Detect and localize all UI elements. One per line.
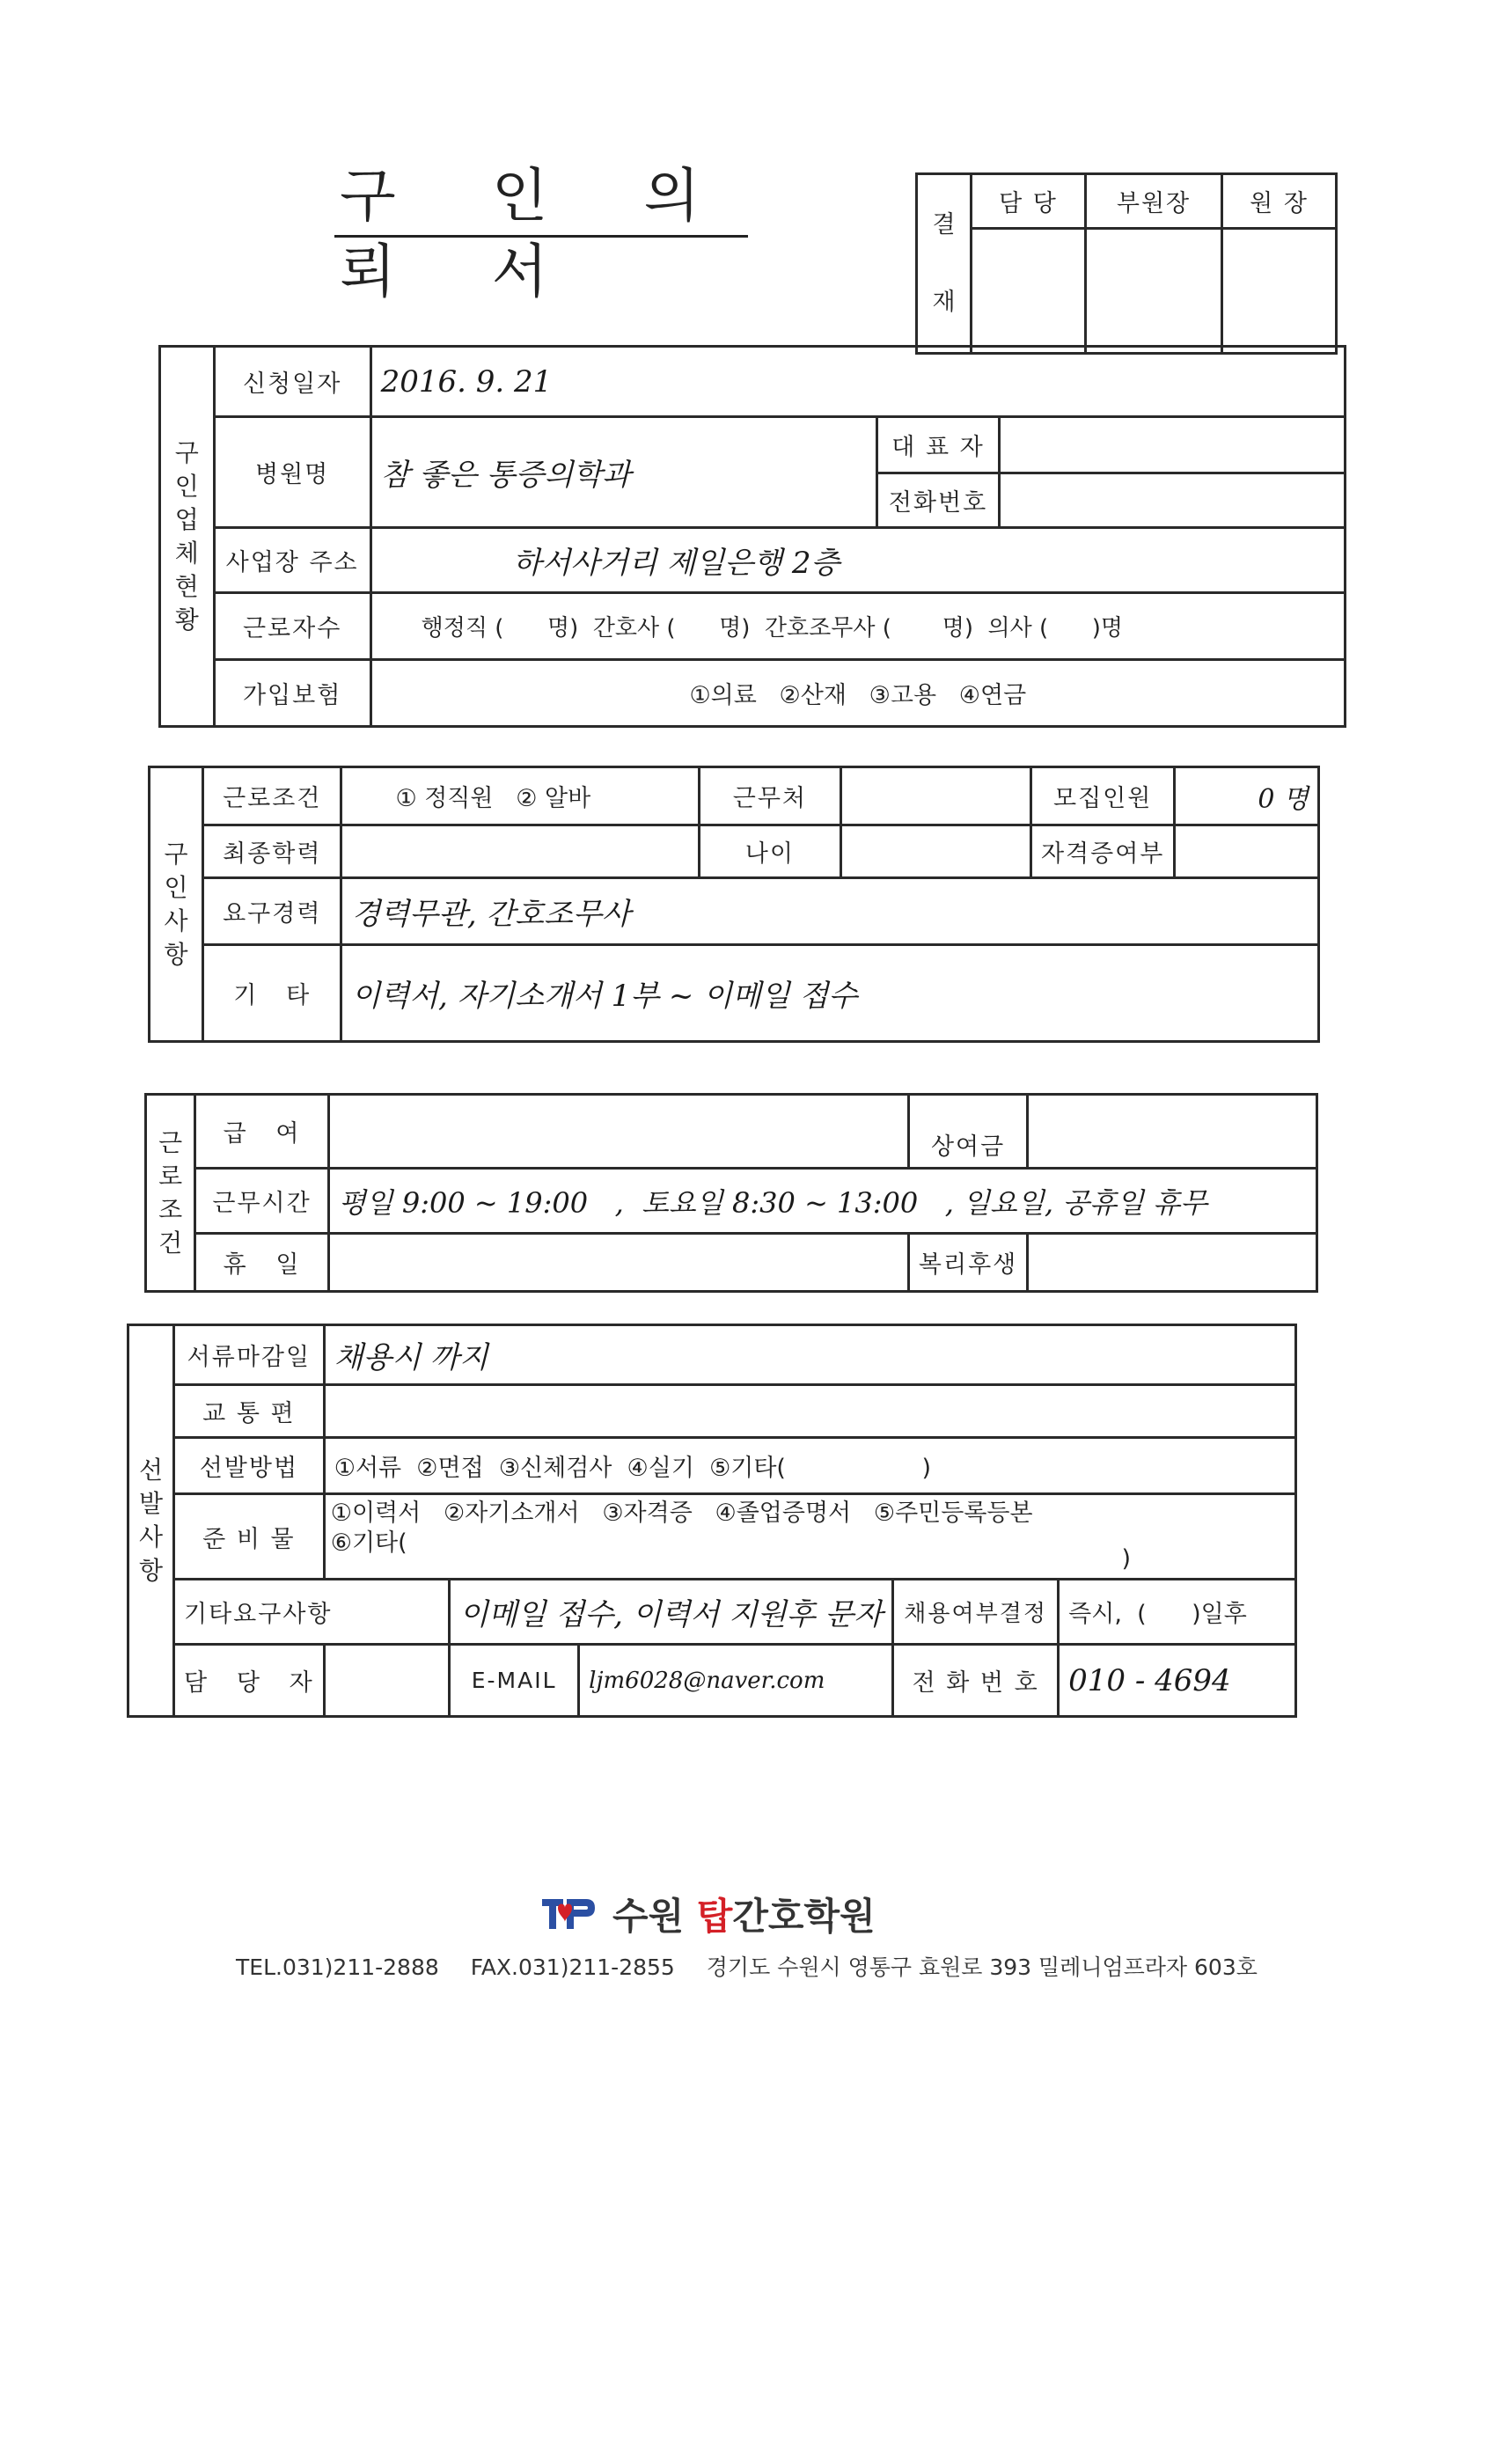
career-label: 요구경력	[203, 878, 341, 945]
email-value[interactable]: ljm6028@naver.com	[579, 1645, 893, 1717]
document-title: 구 인 의 뢰 서	[334, 158, 748, 238]
footer-fax: FAX.031)211-2855	[470, 1954, 675, 1980]
welfare-value[interactable]	[1028, 1234, 1317, 1292]
docs-line-3: )	[1121, 1545, 1131, 1573]
logo-text-top: 탑	[696, 1895, 733, 1938]
deadline-value[interactable]: 채용시 까지	[324, 1325, 1295, 1385]
etc-value[interactable]: 이력서, 자기소개서 1부 ~ 이메일 접수	[341, 945, 1319, 1042]
tel-label: 전 화 번 호	[893, 1645, 1059, 1717]
other-value[interactable]: 이메일 접수, 이력서 지원후 문자	[450, 1580, 893, 1645]
docs-line-1: ①이력서 ②자기소개서 ③자격증 ④졸업증명서 ⑤주민등록등본	[330, 1500, 1033, 1527]
transport-label: 교 통 편	[174, 1385, 325, 1438]
education-value[interactable]	[341, 825, 700, 878]
address-label: 사업장 주소	[214, 528, 370, 593]
holiday-label: 휴 일	[195, 1234, 329, 1292]
condition-value[interactable]: ① 정직원 ② 알바	[341, 767, 700, 825]
phone-label: 전화번호	[876, 473, 1000, 528]
docs-value[interactable]	[324, 1494, 1295, 1580]
approval-sign-vice-director[interactable]	[1085, 229, 1221, 354]
bonus-value[interactable]	[1028, 1095, 1317, 1169]
other-label: 기타요구사항	[174, 1580, 450, 1645]
tel-value[interactable]: 010 - 4694	[1059, 1645, 1296, 1717]
cert-value[interactable]	[1175, 825, 1319, 878]
hire-label: 채용여부결정	[893, 1580, 1059, 1645]
hospital-label: 병원명	[214, 417, 370, 528]
approval-sign-manager[interactable]	[972, 229, 1086, 354]
deadline-label: 서류마감일	[174, 1325, 325, 1385]
docs-label: 준 비 물	[174, 1494, 325, 1580]
hours-label: 근무시간	[195, 1169, 329, 1234]
age-value[interactable]	[840, 825, 1030, 878]
age-label: 나이	[700, 825, 840, 878]
approval-box	[915, 172, 1338, 355]
footer-address: 경기도 수원시 영통구 효원로 393 밀레니엄프라자 603호	[706, 1954, 1258, 1980]
recruit-label: 모집인원	[1030, 767, 1174, 825]
work-side-label: 근 로 조 건	[146, 1095, 195, 1292]
workers-value[interactable]: 행정직 ( 명) 간호사 ( 명) 간호조무사 ( 명) 의사 ( )명	[370, 593, 1345, 660]
salary-value[interactable]	[328, 1095, 908, 1169]
phone-value[interactable]	[1000, 473, 1346, 528]
company-side-label: 구 인 업 체 현 황	[160, 347, 215, 727]
etc-label: 기 타	[203, 945, 341, 1042]
logo-text-academy: 간호학원	[732, 1895, 876, 1938]
ceo-label: 대 표 자	[876, 417, 1000, 473]
workers-label: 근로자수	[214, 593, 370, 660]
logo-text-city: 수원	[612, 1895, 697, 1938]
footer-tel: TEL.031)211-2888	[236, 1954, 439, 1980]
hospital-value[interactable]: 참 좋은 통증의학과	[370, 417, 876, 528]
approval-col-manager: 담 당	[972, 174, 1086, 229]
bonus-label: 상여금	[908, 1095, 1027, 1169]
job-side-label: 구 인 사 항	[150, 767, 203, 1042]
selection-section	[127, 1324, 1297, 1718]
transport-value[interactable]	[324, 1385, 1295, 1438]
hours-value[interactable]: 평일 9:00 ~ 19:00 , 토요일 8:30 ~ 13:00 , 일요일, 공휴일 휴무	[328, 1169, 1316, 1234]
apply-date-value[interactable]: 2016. 9. 21	[370, 347, 1345, 417]
ceo-value[interactable]	[1000, 417, 1346, 473]
recruit-value[interactable]: 0 명	[1175, 767, 1319, 825]
welfare-label: 복리후생	[908, 1234, 1027, 1292]
approval-col-vice-director: 부원장	[1085, 174, 1221, 229]
holiday-value[interactable]	[328, 1234, 908, 1292]
docs-line-2: ⑥기타(	[330, 1529, 407, 1557]
apply-date-label: 신청일자	[214, 347, 370, 417]
manager-label: 담 당 자	[174, 1645, 325, 1717]
academy-logo	[537, 1883, 994, 1945]
insurance-value[interactable]: ①의료 ②산재 ③고용 ④연금	[370, 660, 1345, 727]
career-value[interactable]: 경력무관, 간호조무사	[341, 878, 1319, 945]
hire-value[interactable]: 즉시, ( )일후	[1059, 1580, 1296, 1645]
job-section	[148, 766, 1320, 1043]
insurance-label: 가입보험	[214, 660, 370, 727]
workplace-value[interactable]	[840, 767, 1030, 825]
work-section	[144, 1093, 1318, 1293]
logo-mark-icon	[537, 1892, 600, 1936]
condition-label: 근로조건	[203, 767, 341, 825]
selection-side-label: 선 발 사 항	[128, 1325, 174, 1717]
education-label: 최종학력	[203, 825, 341, 878]
manager-value[interactable]	[324, 1645, 449, 1717]
approval-col-director: 원 장	[1222, 174, 1337, 229]
workplace-label: 근무처	[700, 767, 840, 825]
address-value[interactable]: 하서사거리 제일은행 2층	[370, 528, 1345, 593]
footer-contact	[236, 1950, 1380, 1982]
approval-sign-director[interactable]	[1222, 229, 1337, 354]
salary-label: 급 여	[195, 1095, 329, 1169]
email-label: E-MAIL	[450, 1645, 579, 1717]
cert-label: 자격증여부	[1030, 825, 1174, 878]
company-section	[158, 345, 1346, 728]
method-label: 선발방법	[174, 1438, 325, 1494]
approval-side-label: 결 재	[917, 174, 972, 354]
method-value[interactable]: ①서류 ②면접 ③신체검사 ④실기 ⑤기타( )	[324, 1438, 1295, 1494]
